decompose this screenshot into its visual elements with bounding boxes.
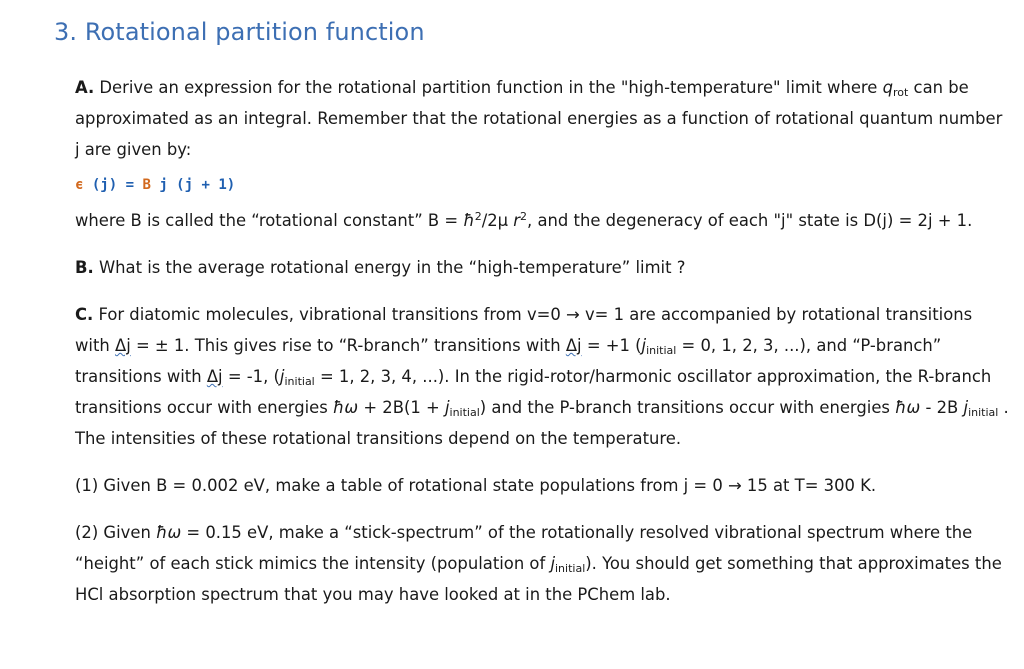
problem-body	[75, 72, 1010, 610]
part-c-text-2: = ± 1. This gives rise to “R-branch” transitions with	[130, 336, 566, 355]
delta-j-1: Δj	[114, 336, 131, 355]
q-symbol: q	[882, 78, 894, 97]
j-initial-2-sub: initial	[284, 375, 315, 388]
part-a-text-2: can be approximated as an integral. Remember that the rotational energies as a function of rotational quantum number j are given by:	[75, 78, 1003, 159]
q-subscript: rot	[893, 86, 909, 99]
part-1-text: (1) Given B = 0.002 eV, make a table of rotational state populations from j = 0 → 15 at T= 300 K.	[75, 476, 877, 495]
j-initial-4: j	[963, 398, 969, 417]
j-initial-5-sub: initial	[555, 562, 586, 575]
energy-equation	[75, 175, 1010, 195]
epsilon-symbol: ϵ	[75, 177, 84, 193]
part-2-text-2: = 0.15 eV, make a “stick-spectrum” of the rotationally resolved vibrational spectrum where the “height” of each stick mimics the intensity (population of	[75, 523, 973, 573]
where-mid: /2μ	[481, 211, 514, 230]
part-c-text-7: + 2B(1 +	[358, 398, 445, 417]
part-c-text-1: For diatomic molecules, vibrational transitions from v=0 → v= 1 are accompanied by rotational transitions with	[75, 305, 973, 355]
part-c-text-10: . The intensities of these rotational transitions depend on the temperature.	[75, 398, 1009, 448]
hbar-omega-3: ħω	[156, 523, 182, 542]
part-1-paragraph	[75, 470, 1010, 501]
hbar-omega-2: ħω	[895, 398, 921, 417]
part-a-label: A.	[75, 78, 95, 97]
part-c-label: C.	[75, 305, 94, 324]
part-a-text-1: Derive an expression for the rotational partition function in the "high-temperature" limit where	[94, 78, 883, 97]
j-initial-2: j	[279, 367, 285, 386]
part-c-text-3: = +1 (	[581, 336, 642, 355]
equation-lhs: (j) =	[83, 177, 143, 193]
equation-rhs: j (j + 1)	[150, 177, 236, 193]
b-symbol: B	[142, 177, 151, 193]
section-title: 3. Rotational partition function	[54, 18, 425, 46]
j-initial-3-sub: initial	[449, 406, 480, 419]
hbar-symbol: ħ	[463, 211, 475, 230]
part-c-text-4: = 0, 1, 2, 3, ...), and “P-branch” transitions with	[75, 336, 942, 386]
hbar-omega-1: ħω	[333, 398, 359, 417]
part-c-paragraph	[75, 299, 1010, 454]
where-text-1: where B is called the “rotational constant” B =	[75, 211, 464, 230]
part-b-paragraph	[75, 252, 1010, 283]
part-c-text-5: = -1, (	[222, 367, 280, 386]
part-a-paragraph	[75, 72, 1010, 165]
hbar-exponent: 2	[474, 210, 482, 223]
j-initial-3: j	[444, 398, 450, 417]
j-initial-5: j	[550, 554, 555, 573]
where-paragraph	[75, 205, 1010, 236]
where-text-2: , and the degeneracy of each "j" state is D(j) = 2j + 1.	[527, 211, 973, 230]
delta-j-2: Δj	[565, 336, 582, 355]
j-initial-1: j	[641, 336, 647, 355]
part-b-text: What is the average rotational energy in the “high-temperature” limit ?	[93, 258, 686, 277]
j-initial-4-sub: initial	[968, 406, 999, 419]
r-exponent: 2	[520, 210, 528, 223]
part-c-text-6: = 1, 2, 3, 4, ...). In the rigid-rotor/harmonic oscillator approximation, the R-branch transitions occur with energies	[75, 367, 992, 417]
part-b-label: B.	[75, 258, 94, 277]
part-2-text-1: (2) Given	[75, 523, 157, 542]
part-2-paragraph	[75, 517, 1010, 610]
j-initial-1-sub: initial	[646, 344, 677, 357]
r-symbol: r	[513, 211, 521, 230]
part-c-text-8: ) and the P-branch transitions occur with energies	[479, 398, 896, 417]
part-c-text-9: - 2B	[920, 398, 964, 417]
part-2-text-3: ). You should get something that approximates the HCl absorption spectrum that you may have looked at in the PChem lab.	[75, 554, 1002, 604]
delta-j-3: Δj	[206, 367, 223, 386]
